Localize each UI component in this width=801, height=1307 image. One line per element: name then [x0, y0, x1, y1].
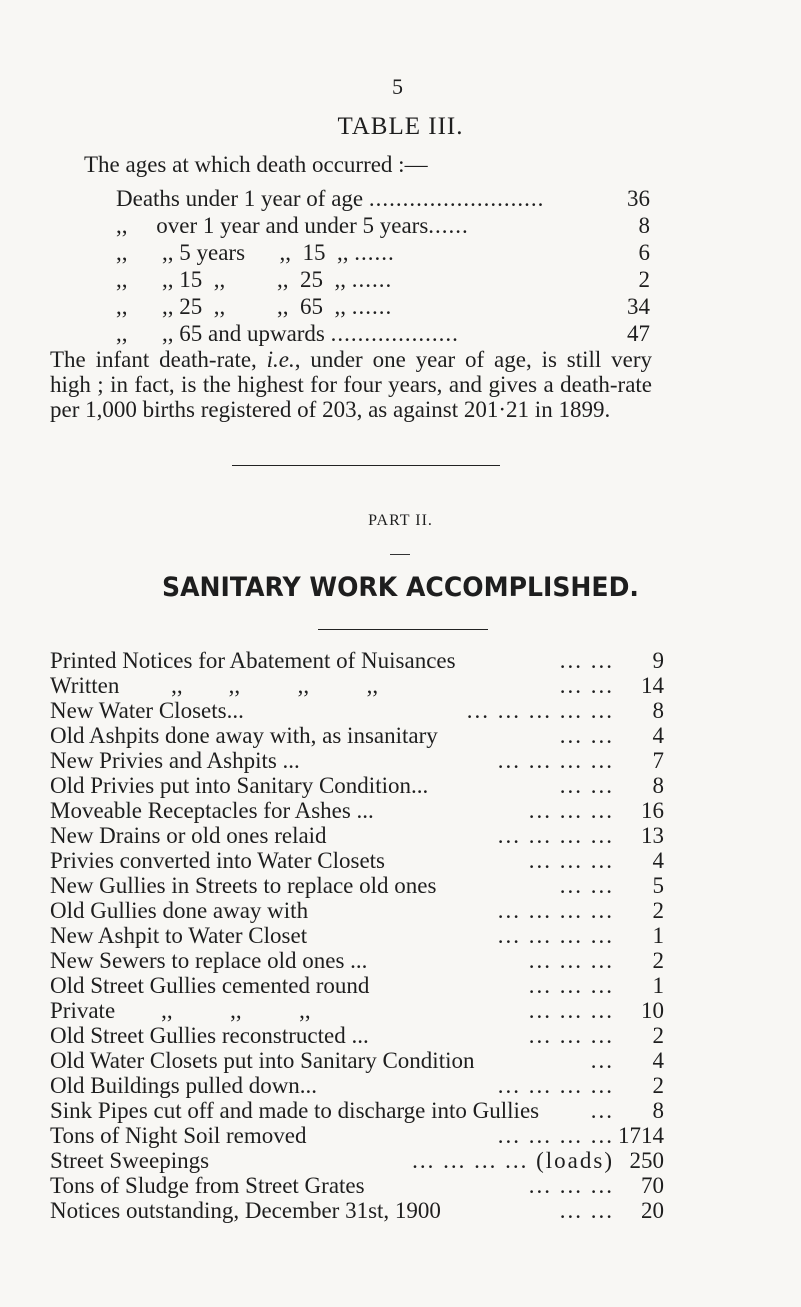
work-item-label: Notices outstanding, December 31st, 1900: [50, 1198, 441, 1223]
work-item-row: [50, 848, 664, 873]
leader-dots: ... ...: [559, 773, 614, 798]
work-item-row: [50, 1023, 664, 1048]
leader-dots: ... ... ... ...: [497, 823, 614, 848]
leader-dots: ... ... ... ... (loads): [412, 1148, 614, 1173]
work-item-row: [50, 973, 664, 998]
work-item-row: [50, 773, 664, 798]
work-item-label: Old Street Gullies cemented round: [50, 973, 370, 998]
work-item-value: 70: [641, 1173, 664, 1198]
age-row-value: 2: [638, 267, 650, 292]
work-item-label: Tons of Sludge from Street Grates: [50, 1173, 365, 1198]
work-item-value: 20: [641, 1198, 664, 1223]
work-item-label: Written ,, ,, ,, ,,: [50, 673, 379, 698]
work-item-label: Old Gullies done away with: [50, 898, 309, 923]
work-item-value: 14: [641, 673, 664, 698]
work-item-row: [50, 948, 664, 973]
work-item-row: [50, 898, 664, 923]
work-item-label: New Sewers to replace old ones ...: [50, 948, 368, 973]
leader-dots: ......: [351, 294, 393, 319]
leader-dots: ... ... ...: [528, 1023, 614, 1048]
work-item-row: [50, 1123, 664, 1148]
leader-dots: ... ...: [559, 673, 614, 698]
work-item-value: 2: [652, 948, 664, 973]
age-row-label: Deaths under 1 year of age: [116, 186, 369, 211]
page-number: 5: [392, 74, 403, 99]
work-item-label: New Privies and Ashpits ...: [50, 748, 300, 773]
infant-death-rate-paragraph: The infant death-rate, i.e., under one year of age, is still very high ; in fact, is the highest for four years, and gives a death-rate per 1,000 births registered of 203, as against 201·21 in 1899.: [50, 347, 652, 422]
age-row: [116, 267, 650, 294]
work-item-value: 10: [641, 998, 664, 1023]
leader-dots: ... ... ...: [528, 848, 614, 873]
work-item-row: [50, 1173, 664, 1198]
leader-dots: ...................: [330, 321, 459, 346]
work-item-row: [50, 823, 664, 848]
work-item-value: 8: [652, 773, 664, 798]
work-item-row: [50, 1048, 664, 1073]
divider-rule: [232, 465, 500, 466]
work-item-label: Sink Pipes cut off and made to discharge into Gullies: [50, 1098, 540, 1123]
leader-dots: ...: [590, 1048, 614, 1073]
work-item-value: 16: [641, 798, 664, 823]
leader-dots: ... ...: [559, 648, 614, 673]
age-row-label: ,, ,, 25 ,, ,, 65 ,,: [116, 294, 352, 319]
age-row-value: 6: [638, 240, 650, 265]
short-dash: [390, 554, 410, 555]
work-item-value: 5: [652, 873, 664, 898]
leader-dots: ... ... ... ...: [497, 923, 614, 948]
work-item-label: Old Water Closets put into Sanitary Condition: [50, 1048, 475, 1073]
age-row: [116, 321, 650, 348]
age-row: [116, 186, 650, 213]
work-item-row: [50, 698, 664, 723]
leader-dots: ... ... ...: [528, 998, 614, 1023]
work-item-row: [50, 673, 664, 698]
work-item-value: 1: [652, 973, 664, 998]
work-item-value: 8: [652, 1098, 664, 1123]
leader-dots: ... ...: [559, 1198, 614, 1223]
intro-line: The ages at which death occurred :—: [84, 152, 428, 177]
leader-dots: ... ... ...: [528, 973, 614, 998]
leader-dots: ... ... ... ... ...: [466, 698, 614, 723]
age-row-value: 34: [627, 294, 650, 319]
work-item-value: 4: [652, 1048, 664, 1073]
age-row: [116, 294, 650, 321]
sanitary-work-list: [50, 648, 664, 1223]
work-item-row: [50, 1098, 664, 1123]
work-item-label: Old Ashpits done away with, as insanitary: [50, 723, 438, 748]
work-item-label: New Drains or old ones relaid: [50, 823, 327, 848]
work-item-label: Printed Notices for Abatement of Nuisances: [50, 648, 456, 673]
work-item-value: 2: [652, 1023, 664, 1048]
work-item-label: Street Sweepings: [50, 1148, 210, 1173]
work-item-value: 13: [641, 823, 664, 848]
work-item-row: [50, 873, 664, 898]
leader-dots: ... ... ...: [528, 1173, 614, 1198]
work-item-label: New Water Closets...: [50, 698, 244, 723]
part-label: PART II.: [368, 512, 433, 529]
leader-dots: ... ... ... ...: [497, 1073, 614, 1098]
work-item-value: 2: [652, 898, 664, 923]
work-item-value: 4: [652, 723, 664, 748]
work-item-row: [50, 1198, 664, 1223]
work-item-label: Old Street Gullies reconstructed ...: [50, 1023, 369, 1048]
work-item-label: New Gullies in Streets to replace old ones: [50, 873, 437, 898]
work-item-row: [50, 1148, 664, 1173]
work-item-label: Private ,, ,, ,,: [50, 998, 311, 1023]
work-item-row: [50, 648, 664, 673]
age-row: [116, 213, 650, 240]
work-item-label: Old Privies put into Sanitary Condition...: [50, 773, 429, 798]
age-row: [116, 240, 650, 267]
work-item-value: 250: [629, 1148, 664, 1173]
age-row-value: 8: [638, 213, 650, 238]
work-item-label: Moveable Receptacles for Ashes ...: [50, 798, 374, 823]
work-item-value: 2: [652, 1073, 664, 1098]
work-item-label: New Ashpit to Water Closet: [50, 923, 308, 948]
leader-dots: ... ... ...: [528, 798, 614, 823]
leader-dots: ... ... ...: [528, 948, 614, 973]
leader-dots: ... ...: [559, 723, 614, 748]
age-row-label: ,, ,, 5 years ,, 15 ,,: [116, 240, 355, 265]
work-item-row: [50, 998, 664, 1023]
leader-dots: ..........................: [368, 186, 545, 211]
age-row-label: ,, ,, 65 and upwards: [116, 321, 331, 346]
age-row-value: 36: [627, 186, 650, 211]
work-item-label: Old Buildings pulled down...: [50, 1073, 318, 1098]
ages-at-death-table: [116, 186, 650, 348]
work-item-row: [50, 798, 664, 823]
heading-rule: [318, 629, 488, 630]
leader-dots: ......: [351, 267, 393, 292]
age-row-label: ,, ,, 15 ,, ,, 25 ,,: [116, 267, 352, 292]
leader-dots: ...: [590, 1098, 614, 1123]
work-item-value: 9: [652, 648, 664, 673]
work-item-row: [50, 723, 664, 748]
leader-dots: ......: [354, 240, 395, 265]
leader-dots: ... ... ... ...: [497, 1123, 614, 1148]
work-item-value: 1: [652, 923, 664, 948]
work-item-value: 1714: [618, 1123, 664, 1148]
leader-dots: ... ... ... ...: [497, 748, 614, 773]
work-item-row: [50, 1073, 664, 1098]
work-item-row: [50, 923, 664, 948]
work-item-label: Tons of Night Soil removed: [50, 1123, 307, 1148]
work-item-label: Privies converted into Water Closets: [50, 848, 385, 873]
work-item-value: 4: [652, 848, 664, 873]
table-title: TABLE III.: [337, 113, 464, 140]
work-item-row: [50, 748, 664, 773]
age-row-label: ,, over 1 year and under 5 years: [116, 213, 429, 238]
age-row-value: 47: [627, 321, 650, 346]
work-item-value: 7: [652, 748, 664, 773]
leader-dots: ... ... ... ...: [497, 898, 614, 923]
leader-dots: ......: [428, 213, 469, 238]
section-heading: SANITARY WORK ACCOMPLISHED.: [162, 572, 639, 603]
leader-dots: ... ...: [559, 873, 614, 898]
work-item-value: 8: [652, 698, 664, 723]
